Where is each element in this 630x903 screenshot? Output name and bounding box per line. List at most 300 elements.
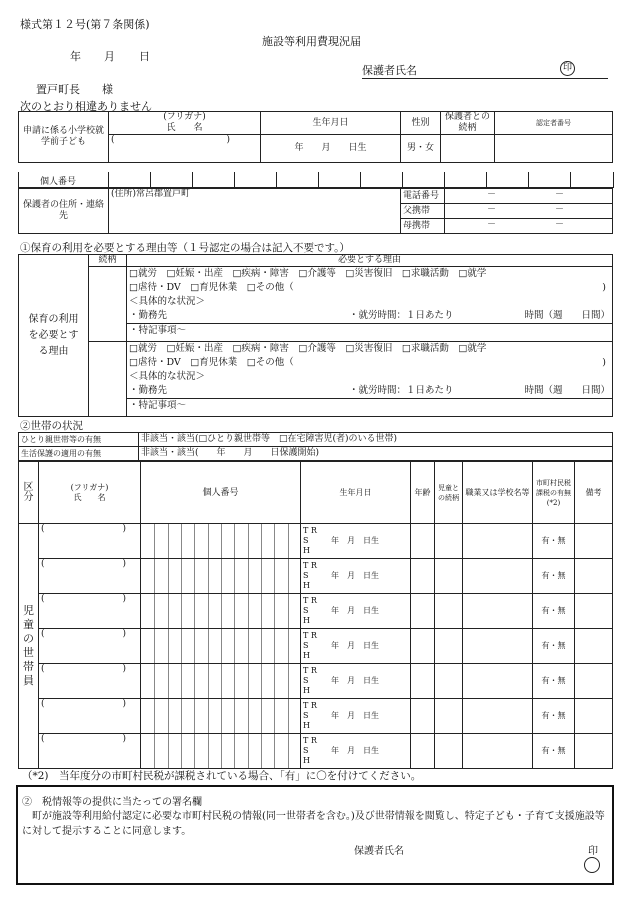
digit-divider [234, 699, 235, 733]
personal-number-digit[interactable] [486, 172, 528, 188]
reason-hours-label: ・就労時間：１日あたり [349, 310, 454, 321]
digit-divider [274, 559, 275, 593]
hh-job-input[interactable] [463, 559, 533, 594]
guardian-label-cell [19, 189, 109, 234]
hh-header-age [411, 462, 435, 524]
father-label: 父携帯 [403, 205, 431, 216]
era-line: T R [303, 596, 317, 605]
digit-divider [168, 524, 169, 558]
paren-open: ( [41, 664, 45, 674]
hh-birth-input[interactable] [301, 734, 411, 769]
hh-birth-value: 年 月 日生 [331, 676, 379, 685]
digit-divider [168, 559, 169, 593]
welfare-value-cell[interactable] [139, 447, 613, 461]
guardian-label: 保護者の住所・連絡先 [22, 200, 104, 221]
digit-divider [154, 734, 155, 768]
hh-job-input[interactable] [463, 664, 533, 699]
digit-divider [221, 629, 222, 663]
era-line: S [303, 606, 309, 615]
child-gender-value: 男・女 [406, 143, 434, 153]
digit-divider [234, 664, 235, 698]
child-relation-input[interactable] [441, 135, 495, 163]
reason-line [127, 384, 612, 399]
hh-birth-input[interactable] [301, 559, 411, 594]
era-line: S [303, 641, 309, 650]
table-row [19, 629, 613, 664]
hh-job-input[interactable] [463, 524, 533, 559]
era-line: T R [303, 526, 317, 535]
hh-age-input[interactable] [411, 629, 435, 664]
address-prefix: (住所)常呂郡置戸町 [111, 189, 191, 199]
reason-table [18, 254, 613, 417]
furigana-cell [109, 112, 261, 135]
hh-tax-value: 有・無 [541, 641, 566, 650]
hh-relation-input[interactable] [435, 524, 463, 559]
hh-name-input[interactable] [39, 629, 141, 664]
digit-divider [194, 629, 195, 663]
personal-number-digit[interactable] [276, 172, 318, 188]
digit-divider [234, 594, 235, 628]
name-label: 氏 名 [166, 123, 203, 133]
hh-name-input[interactable] [39, 664, 141, 699]
digit-divider [248, 664, 249, 698]
father-label-cell [401, 204, 445, 219]
form-number: 様式第１２号(第７条関係) [20, 18, 150, 31]
digit-divider [248, 559, 249, 593]
digit-divider [181, 559, 182, 593]
reason-block-1[interactable] [127, 267, 613, 342]
digit-divider [154, 699, 155, 733]
digit-divider [288, 594, 289, 628]
seal-text: 印 [562, 63, 572, 73]
table-row [19, 699, 613, 734]
hh-age-input[interactable] [411, 664, 435, 699]
hh-remarks-input[interactable] [575, 664, 613, 699]
reason-line [127, 309, 612, 324]
hh-relation-input[interactable] [435, 629, 463, 664]
digit-divider [261, 664, 262, 698]
paren-close: ) [226, 135, 230, 145]
paren-open: ( [41, 699, 45, 709]
child-birth-input[interactable] [261, 135, 401, 163]
digit-divider [261, 524, 262, 558]
seal-mark [560, 61, 575, 76]
digit-divider [261, 559, 262, 593]
phone-label: 電話番号 [403, 190, 440, 201]
father-dash-2: － [555, 205, 565, 215]
birth-label: 生年月日 [312, 117, 349, 128]
hh-job-input[interactable] [463, 734, 533, 769]
hh-header-kubun-text: 区分 [23, 481, 34, 503]
household-status-table [18, 432, 613, 461]
digit-divider [208, 699, 209, 733]
reason-header [127, 255, 613, 267]
personal-number-digit[interactable] [108, 172, 150, 188]
era-line: T R [303, 561, 317, 570]
digit-divider [261, 734, 262, 768]
digit-divider [288, 734, 289, 768]
hh-name-input[interactable] [39, 734, 141, 769]
phone-label-cell [401, 189, 445, 204]
hh-remarks-input[interactable] [575, 734, 613, 769]
hh-header-relation [435, 462, 463, 524]
hh-relation-input[interactable] [435, 664, 463, 699]
digit-divider [168, 699, 169, 733]
digit-divider [248, 629, 249, 663]
personal-number-digit[interactable] [192, 172, 234, 188]
digit-divider [208, 629, 209, 663]
hh-remarks-input[interactable] [575, 699, 613, 734]
digit-divider [234, 559, 235, 593]
digit-divider [208, 734, 209, 768]
paren-open: ( [41, 594, 45, 604]
hh-tax-input[interactable] [533, 699, 575, 734]
digit-divider [168, 664, 169, 698]
hh-age-input[interactable] [411, 734, 435, 769]
father-input[interactable] [445, 204, 613, 219]
era-line: H [303, 756, 310, 765]
hh-personal-number-input[interactable] [141, 734, 301, 769]
digit-divider [234, 629, 235, 663]
table-row [19, 524, 613, 559]
reason-line [127, 370, 612, 384]
cert-label-cell [495, 112, 613, 135]
hh-name-input[interactable] [39, 559, 141, 594]
hh-name-input[interactable] [39, 524, 141, 559]
digit-divider [288, 664, 289, 698]
relation-label: 保護者との続柄 [444, 112, 490, 133]
hh-birth-value: 年 月 日生 [331, 641, 379, 650]
paren-close: ) [122, 664, 126, 674]
hh-relation-input[interactable] [435, 734, 463, 769]
digit-divider [181, 629, 182, 663]
era-line: S [303, 711, 309, 720]
digit-divider [234, 524, 235, 558]
hh-name-input[interactable] [39, 594, 141, 629]
date-year: 年 [70, 50, 81, 63]
signature-seal-circle[interactable] [584, 857, 600, 873]
hh-header-remarks-text: 備考 [585, 487, 602, 497]
hh-age-input[interactable] [411, 699, 435, 734]
phone-input[interactable] [445, 189, 613, 204]
hh-header-personal-no [141, 462, 301, 524]
reason-line [127, 342, 612, 356]
hh-header-job [463, 462, 533, 524]
hh-tax-input[interactable] [533, 594, 575, 629]
mother-label: 母携帯 [403, 220, 431, 231]
hh-personal-number-input[interactable] [141, 594, 301, 629]
hh-tax-value: 有・無 [541, 711, 566, 720]
era-line: T R [303, 666, 317, 675]
declaration: 次のとおり相違ありません [20, 100, 152, 113]
paren-close: ) [122, 734, 126, 744]
date-month: 月 [104, 50, 115, 63]
hh-remarks-input[interactable] [575, 524, 613, 559]
relation-label-cell [441, 112, 495, 135]
digit-divider [154, 559, 155, 593]
hh-job-input[interactable] [463, 594, 533, 629]
paren-open: ( [41, 629, 45, 639]
digit-divider [274, 594, 275, 628]
reason-header-text: 必要とする理由 [337, 255, 401, 265]
hh-remarks-input[interactable] [575, 559, 613, 594]
digit-divider [194, 664, 195, 698]
addressee: 置戸町長 様 [36, 83, 113, 96]
signature-name-label: 保護者氏名 [354, 846, 404, 857]
hh-tax-input[interactable] [533, 664, 575, 699]
digit-divider [274, 734, 275, 768]
hh-tax-input[interactable] [533, 524, 575, 559]
hh-birth-value: 年 月 日生 [331, 571, 379, 580]
reason-left-cell [19, 255, 89, 417]
signature-seal-text: 印 [588, 846, 598, 857]
personal-number-digit[interactable] [528, 172, 570, 188]
era-line: S [303, 571, 309, 580]
gender-label: 性別 [411, 117, 430, 128]
hh-relation-input[interactable] [435, 594, 463, 629]
child-birth-value: 年 月 日生 [294, 143, 367, 153]
digit-divider [221, 594, 222, 628]
digit-divider [194, 699, 195, 733]
reason-line [127, 399, 612, 413]
single-parent-value-cell[interactable] [139, 433, 613, 447]
era-line: T R [303, 631, 317, 640]
paren-open: ( [41, 734, 45, 744]
signature-body: 町が施設等利用給付認定に必要な市町村民税の情報(同一世帯者を含む。)及び世帯情報を閲覧し、特定子ども・子育て支援施設等に対して提示することに同意します。 [22, 811, 605, 837]
hh-tax-value: 有・無 [541, 536, 566, 545]
paren-close: ) [122, 629, 126, 639]
hh-personal-number-input[interactable] [141, 559, 301, 594]
reason-block-2[interactable] [127, 342, 613, 417]
reason-line-text: ＜具体的な状況＞ [129, 296, 206, 307]
digit-divider [288, 629, 289, 663]
hh-relation-input[interactable] [435, 559, 463, 594]
personal-number-label: 個人番号 [40, 177, 77, 187]
phone-dash-1: － [487, 190, 497, 200]
child-name-input[interactable] [109, 135, 261, 163]
hh-remarks-input[interactable] [575, 629, 613, 664]
hh-birth-input[interactable] [301, 629, 411, 664]
reason-line-text: ・特記事項～ [129, 400, 187, 411]
personal-number-grid[interactable] [108, 172, 612, 188]
digit-divider [221, 699, 222, 733]
digit-divider [221, 734, 222, 768]
reason-rel-header [89, 255, 127, 267]
digit-divider [154, 524, 155, 558]
hh-tax-value: 有・無 [541, 571, 566, 580]
digit-divider [181, 524, 182, 558]
era-line: H [303, 546, 310, 555]
digit-divider [234, 734, 235, 768]
reason-line-text: ・勤務先 [129, 385, 168, 396]
hh-header-name [39, 462, 141, 524]
era-line: H [303, 581, 310, 590]
paren-close: ) [122, 699, 126, 709]
digit-divider [194, 594, 195, 628]
reason-hours-unit: 時間（週 日間） [524, 310, 610, 321]
hh-tax-input[interactable] [533, 559, 575, 594]
digit-divider [248, 734, 249, 768]
personal-number-digit[interactable] [570, 172, 612, 188]
hh-tax-input[interactable] [533, 734, 575, 769]
hh-birth-input[interactable] [301, 699, 411, 734]
hh-job-input[interactable] [463, 699, 533, 734]
digit-divider [288, 524, 289, 558]
hh-birth-input[interactable] [301, 594, 411, 629]
hh-birth-input[interactable] [301, 664, 411, 699]
reason-left-label: 保育の利用を必要とする理由 [28, 313, 79, 357]
single-parent-label-cell [19, 433, 139, 447]
reason-close-paren: ) [602, 282, 606, 293]
hh-personal-number-input[interactable] [141, 629, 301, 664]
era-line: S [303, 536, 309, 545]
child-info-table [18, 111, 613, 163]
hh-header-kubun [19, 462, 39, 524]
child-cert-input[interactable] [495, 135, 613, 163]
hh-birth-value: 年 月 日生 [331, 746, 379, 755]
hh-age-input[interactable] [411, 524, 435, 559]
hh-remarks-input[interactable] [575, 594, 613, 629]
digit-divider [181, 664, 182, 698]
guardian-address-input[interactable] [109, 189, 401, 234]
hh-birth-value: 年 月 日生 [331, 606, 379, 615]
hh-header-tax-text: 市町村民税課税の有無(*2) [536, 478, 571, 507]
reason-line-text: ＜具体的な状況＞ [129, 371, 206, 382]
hh-relation-input[interactable] [435, 699, 463, 734]
section2-title: ②世帯の状況 [20, 420, 83, 432]
digit-divider [208, 664, 209, 698]
personal-number-digit[interactable] [150, 172, 192, 188]
era-line: H [303, 616, 310, 625]
father-dash-1: － [487, 205, 497, 215]
hh-personal-number-input[interactable] [141, 524, 301, 559]
hh-header-remarks [575, 462, 613, 524]
era-line: H [303, 686, 310, 695]
child-label: 申請に係る小学校就学前子ども [22, 126, 104, 147]
date-day: 日 [139, 50, 150, 63]
table-row [19, 664, 613, 699]
personal-number-digit[interactable] [444, 172, 486, 188]
hh-header-birth [301, 462, 411, 524]
digit-divider [248, 524, 249, 558]
digit-divider [261, 594, 262, 628]
hh-birth-value: 年 月 日生 [331, 711, 379, 720]
reason-line-text: □就労 □妊娠・出産 □疾病・障害 □介護等 □災害復旧 □求職活動 □就学 [129, 343, 487, 354]
reason-line [127, 281, 612, 295]
hh-tax-input[interactable] [533, 629, 575, 664]
table-row [19, 594, 613, 629]
reason-rel-1[interactable] [89, 267, 127, 342]
hh-age-input[interactable] [411, 594, 435, 629]
hh-header-personal-no-text: 個人番号 [202, 487, 239, 498]
personal-number-digit[interactable] [318, 172, 360, 188]
reason-line-text: ・特記事項～ [129, 325, 187, 336]
welfare-label: 生活保護の適用の有無 [21, 449, 101, 458]
hh-side-label: 児童の世帯員 [23, 604, 34, 687]
hh-header-relation-text: 児童との続柄 [438, 483, 459, 502]
digit-divider [288, 559, 289, 593]
digit-divider [261, 629, 262, 663]
digit-divider [274, 699, 275, 733]
digit-divider [168, 734, 169, 768]
household-members-table [18, 461, 613, 769]
welfare-label-cell [19, 447, 139, 461]
reason-line [127, 267, 612, 281]
gender-label-cell [401, 112, 441, 135]
era-line: S [303, 676, 309, 685]
digit-divider [194, 524, 195, 558]
digit-divider [208, 524, 209, 558]
reason-line-text: □虐待・DV □育児休業 □その他（ [129, 357, 294, 368]
guardian-name-label [362, 62, 608, 79]
section1-title: ①保育の利用を必要とする理由等（１号認定の場合は記入不要です。） [20, 242, 350, 254]
reason-hours-unit: 時間（週 日間） [524, 385, 610, 396]
single-parent-label: ひとり親世帯等の有無 [21, 435, 101, 444]
birth-label-cell [261, 112, 401, 135]
digit-divider [208, 594, 209, 628]
reason-line [127, 295, 612, 309]
form-title: 施設等利用費現況届 [262, 35, 361, 48]
reason-rel-2[interactable] [89, 342, 127, 417]
personal-number-digit[interactable] [234, 172, 276, 188]
digit-divider [208, 559, 209, 593]
digit-divider [248, 699, 249, 733]
digit-divider [154, 664, 155, 698]
digit-divider [181, 594, 182, 628]
hh-birth-input[interactable] [301, 524, 411, 559]
hh-job-input[interactable] [463, 629, 533, 664]
furigana-label: (フリガナ) [163, 112, 206, 122]
personal-number-digit[interactable] [360, 172, 402, 188]
era-line: T R [303, 736, 317, 745]
reason-line-text: ・勤務先 [129, 310, 168, 321]
reason-close-paren: ) [602, 357, 606, 368]
mother-input[interactable] [445, 219, 613, 234]
table-row [19, 734, 613, 769]
hh-age-input[interactable] [411, 559, 435, 594]
paren-close: ) [122, 559, 126, 569]
single-parent-value: 非該当・該当(□ひとり親世帯等 □在宅障害児(者)のいる世帯) [141, 434, 398, 444]
paren-close: ) [122, 524, 126, 534]
hh-header-birth-text: 生年月日 [339, 487, 372, 497]
hh-personal-number-input[interactable] [141, 664, 301, 699]
digit-divider [261, 699, 262, 733]
guardian-contact-table [18, 188, 613, 234]
digit-divider [181, 699, 182, 733]
era-line: H [303, 651, 310, 660]
hh-header-age-text: 年齢 [414, 487, 431, 497]
mother-label-cell [401, 219, 445, 234]
signature-title: ② 税情報等の提供に当たっての署名欄 [22, 797, 202, 808]
footnote: （*2) 当年度分の市町村民税が課税されている場合、「有」に〇を付けてください。 [22, 770, 422, 782]
hh-name-input[interactable] [39, 699, 141, 734]
personal-number-digit[interactable] [402, 172, 444, 188]
reason-line [127, 356, 612, 370]
hh-tax-value: 有・無 [541, 606, 566, 615]
reason-rel-header-text: 続柄 [98, 255, 117, 265]
hh-personal-number-input[interactable] [141, 699, 301, 734]
child-label-cell [19, 112, 109, 163]
table-row [19, 559, 613, 594]
guardian-name-text: 保護者氏名 [362, 64, 417, 77]
cert-label: 認定者番号 [536, 118, 571, 127]
child-gender-input[interactable] [401, 135, 441, 163]
paren-open: ( [111, 135, 115, 145]
digit-divider [154, 594, 155, 628]
reason-hours-label: ・就労時間：１日あたり [349, 385, 454, 396]
hh-header-name-text: (フリガナ) 氏 名 [70, 482, 109, 502]
hh-birth-value: 年 月 日生 [331, 536, 379, 545]
